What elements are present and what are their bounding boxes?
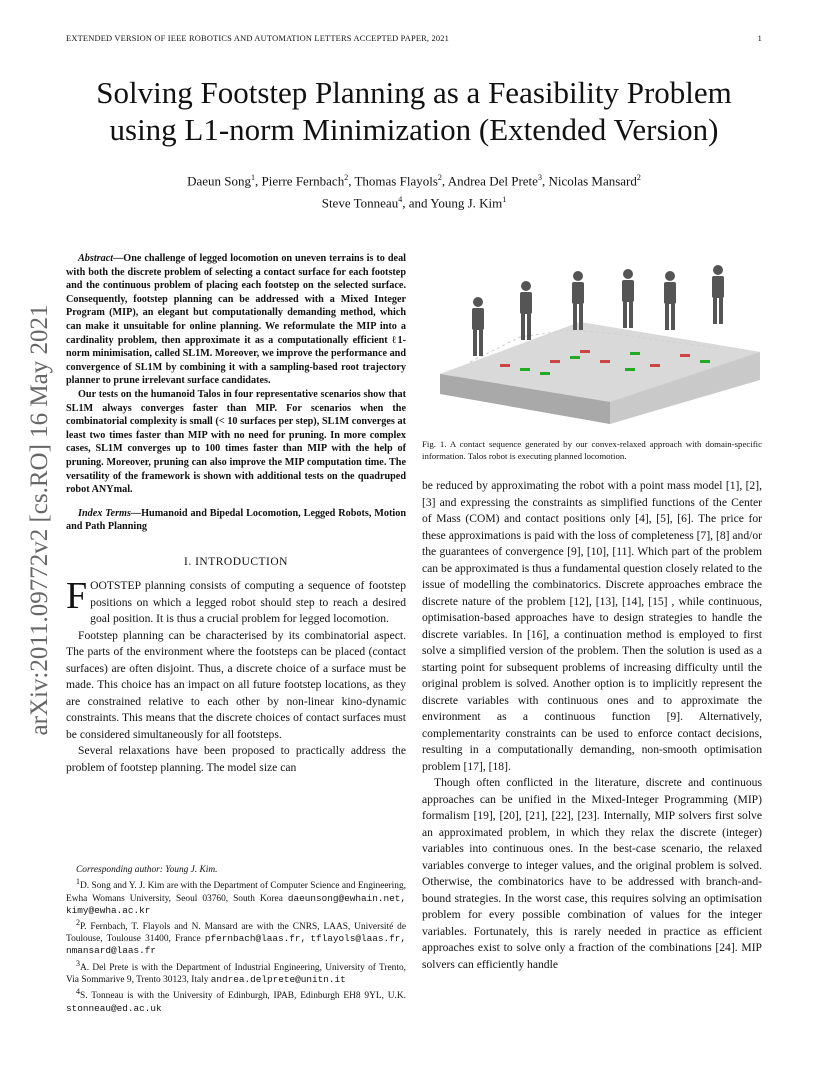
- author-name: Steve Tonneau: [321, 195, 399, 211]
- page-number: 1: [757, 34, 762, 43]
- running-title: EXTENDED VERSION OF IEEE ROBOTICS AND AUTOMATION LETTERS ACCEPTED PAPER, 2021: [66, 34, 450, 43]
- title-line-1: Solving Footstep Planning as a Feasibility Problem: [96, 75, 732, 110]
- figure-caption: Fig. 1. A contact sequence generated by our convex-relaxed approach with domain-specific information. Talos robot is executing planned locomotion.: [422, 439, 762, 461]
- abstract-label: Abstract: [78, 253, 114, 264]
- title-line-2: using L1-norm Minimization (Extended Version): [109, 112, 719, 147]
- footnote-2: $^2$P. Fernbach, T. Flayols and N. Mansard are with the CNRS, LAAS, Université de Toulouse, Toulouse 31400, France pfernbach@laas.fr, tflayols@laas.fr, nmansard@laas.fr: [66, 917, 407, 957]
- affiliation-mark: 4: [398, 195, 403, 205]
- abstract-p1: —One challenge of legged locomotion on uneven terrains is to deal with both the discrete problem of selecting a contact surface for each footstep and the continuous problem of placing each footstep on the selected surface. Consequently, footstep planning can be addressed with a Mixed Integer Program (MIP), an elegant but computationally demanding method, which can make it unsuitable for online planning. We reformulate the MIP into a cardinality problem, then approximate it as a computationally efficient ℓ1-norm minimisation, called SL1M. Moreover, we improve the performance and convergence of SL1M by combining it with a sampling-based root trajectory planner to prune irrelevant surface candidates.: [66, 253, 406, 387]
- abstract-p2: Our tests on the humanoid Talos in four representative scenarios show that SL1M always converges faster than MIP. For scenarios when the combinatorial complexity is small (< 10 surfaces per step), SL1M converges at least two times faster than MIP with no need for pruning. In more complex cases, SL1M converges up to 100 times faster than MIP with the help of pruning. Moreover, pruning can also improve the MIP computation time. The versatility of the framework is shown with additional tests on the quadruped robot ANYmal.: [66, 388, 406, 496]
- abstract: [66, 252, 406, 497]
- robot-contact-sequence-figure: [430, 262, 762, 427]
- affiliation-mark: 1: [251, 173, 256, 182]
- email-link[interactable]: stonneau@ed.ac.uk: [66, 1002, 162, 1014]
- author-list: Daeun Song$^1$, Pierre Fernbach$^2$, Thomas Flayols$^2$, Andrea Del Prete$^3$, Nicolas Mansard$^2$ Steve Tonneau$^4$, and Young J. Kim$^1$: [187, 173, 641, 211]
- affiliation-mark: 2: [437, 173, 442, 182]
- left-column: [66, 252, 406, 776]
- author-name: Nicolas Mansard: [548, 173, 637, 189]
- footnote-4: $^4$S. Tonneau is with the University of Edinburgh, IPAB, Edinburgh EH8 9YL, U.K. stonneau@ed.ac.uk: [66, 987, 406, 1014]
- drop-cap: F: [66, 575, 88, 618]
- right-column: [422, 478, 762, 973]
- index-terms-text: —Humanoid and Bipedal Locomotion, Legged Robots, Motion and Path Planning: [66, 507, 406, 533]
- author-name: Daeun Song: [187, 173, 252, 189]
- author-name: Andrea Del Prete: [447, 173, 538, 189]
- affiliation-mark: 2: [636, 173, 641, 182]
- email-link[interactable]: andrea.delprete@unitn.it: [210, 974, 346, 985]
- affiliation-mark: 2: [344, 173, 349, 182]
- author-name: Pierre Fernbach: [261, 173, 345, 189]
- index-terms: [66, 507, 406, 534]
- footnote-1: $^1$D. Song and Y. J. Kim are with the Department of Computer Science and Engineering, Ewha Womans University, Seoul 03760, South Korea daeunsong@ewhain.net, kimy@ewha.ac.kr: [66, 877, 407, 916]
- footnotes: [66, 864, 406, 1015]
- intro-paragraph-1: [66, 575, 406, 628]
- affiliation-mark: 3: [537, 173, 542, 182]
- intro-paragraph-2: Footstep planning can be characterised by its combinatorial aspect. The parts of the environment where the footsteps can be placed (contact surfaces) are often disjoint. Thus, a discrete choice of a surface must be made. This choice has an impact on all future footstep locations, as they are constrained relative to each other by non-linear kino-dynamic constraints. This means that the discrete choices of contact surfaces must be considered simultaneously for all footsteps.: [66, 628, 406, 741]
- corresponding-author: Corresponding author: Young J. Kim.: [76, 865, 218, 875]
- running-header: [66, 34, 762, 43]
- email-link[interactable]: pfernbach@laas.fr,: [204, 933, 307, 945]
- email-link[interactable]: tflayols@laas.fr, nmansard@laas.fr: [66, 933, 407, 957]
- author-name: Young J. Kim: [430, 195, 503, 211]
- intro-paragraph-3: Several relaxations have been proposed to practically address the problem of footstep planning. The model size can: [66, 744, 406, 774]
- index-terms-label: Index Terms: [78, 507, 131, 519]
- arxiv-id: arXiv:2011.09772v2 [cs.RO] 16 May 2021: [26, 304, 53, 736]
- email-link[interactable]: daeunsong@ewhain.net, kimy@ewha.ac.kr: [66, 892, 407, 916]
- section-heading: I. INTRODUCTION: [184, 555, 288, 568]
- author-name: Thomas Flayols: [354, 173, 438, 189]
- footnote-3: $^3$A. Del Prete is with the Department of Industrial Engineering, University of Trento, Via Sommarive 9, Trento 30123, Italy andrea.delprete@unitn.it: [66, 958, 406, 985]
- paper-title: [60, 74, 768, 148]
- affiliation-mark: 1: [502, 195, 507, 205]
- arxiv-sidebar: [18, 280, 62, 760]
- right-paragraph-2: Though often conflicted in the literature, discrete and continuous approaches can be unified in the Mixed-Integer Programming (MIP) formalism [19], [20], [21], [22], [23]. Internally, MIP solvers first solve an approximated problem, in which they relax the discrete (integer) variables into continuous ones. In the best-case scenario, the relaxed variables converge to integer values, and the original problem is solved. Otherwise, the combinatorics have to be addressed with branch-and-bound strategies. In the worst case, this requires solving an optimisation problem for every possible combination of values for the integer variables. Fortunately, this is rarely needed in practice as efficient approaches exist to solve only a fraction of the combinations [24]. MIP solvers can efficiently handle: [422, 776, 762, 971]
- right-paragraph-1: be reduced by approximating the robot with a point mass model [1], [2], [3] and expressing the constraints as simplified functions of the Center of Mass (COM) and contact positions only [4], [5], [6]. The price for these approximations is paid with the loss of completeness [7], [8] and/or the guarantees of convergence [9], [10], [11]. Which part of the problem can be approximated is thus a fundamental question closely related to the issue of modelling the combinatorics. Discrete approaches embrace the discrete nature of the problem [12], [13], [14], [15] , while continuous, optimisation-based approaches have to design strategies to handle the discrete variables. In [16], a continuation method is employed to first solve a simplified version of the problem. Then the solution is used as a starting point for subsequent problems of increasing difficulty until the original problem is solved. Another option is to implicitly represent the discrete variables with continuous ones and to approximate the environment as a continuous function [9]. Alternatively, complementarity constraints can be used to enforce contact decisions, resulting in a computationally demanding, non-smooth optimisation problem [17], [18].: [422, 479, 763, 773]
- intro-p1-text: OOTSTEP planning consists of computing a sequence of footstep positions on which a legged robot should step to reach a desired goal position. It is thus a crucial problem for legged locomotion.: [90, 579, 406, 626]
